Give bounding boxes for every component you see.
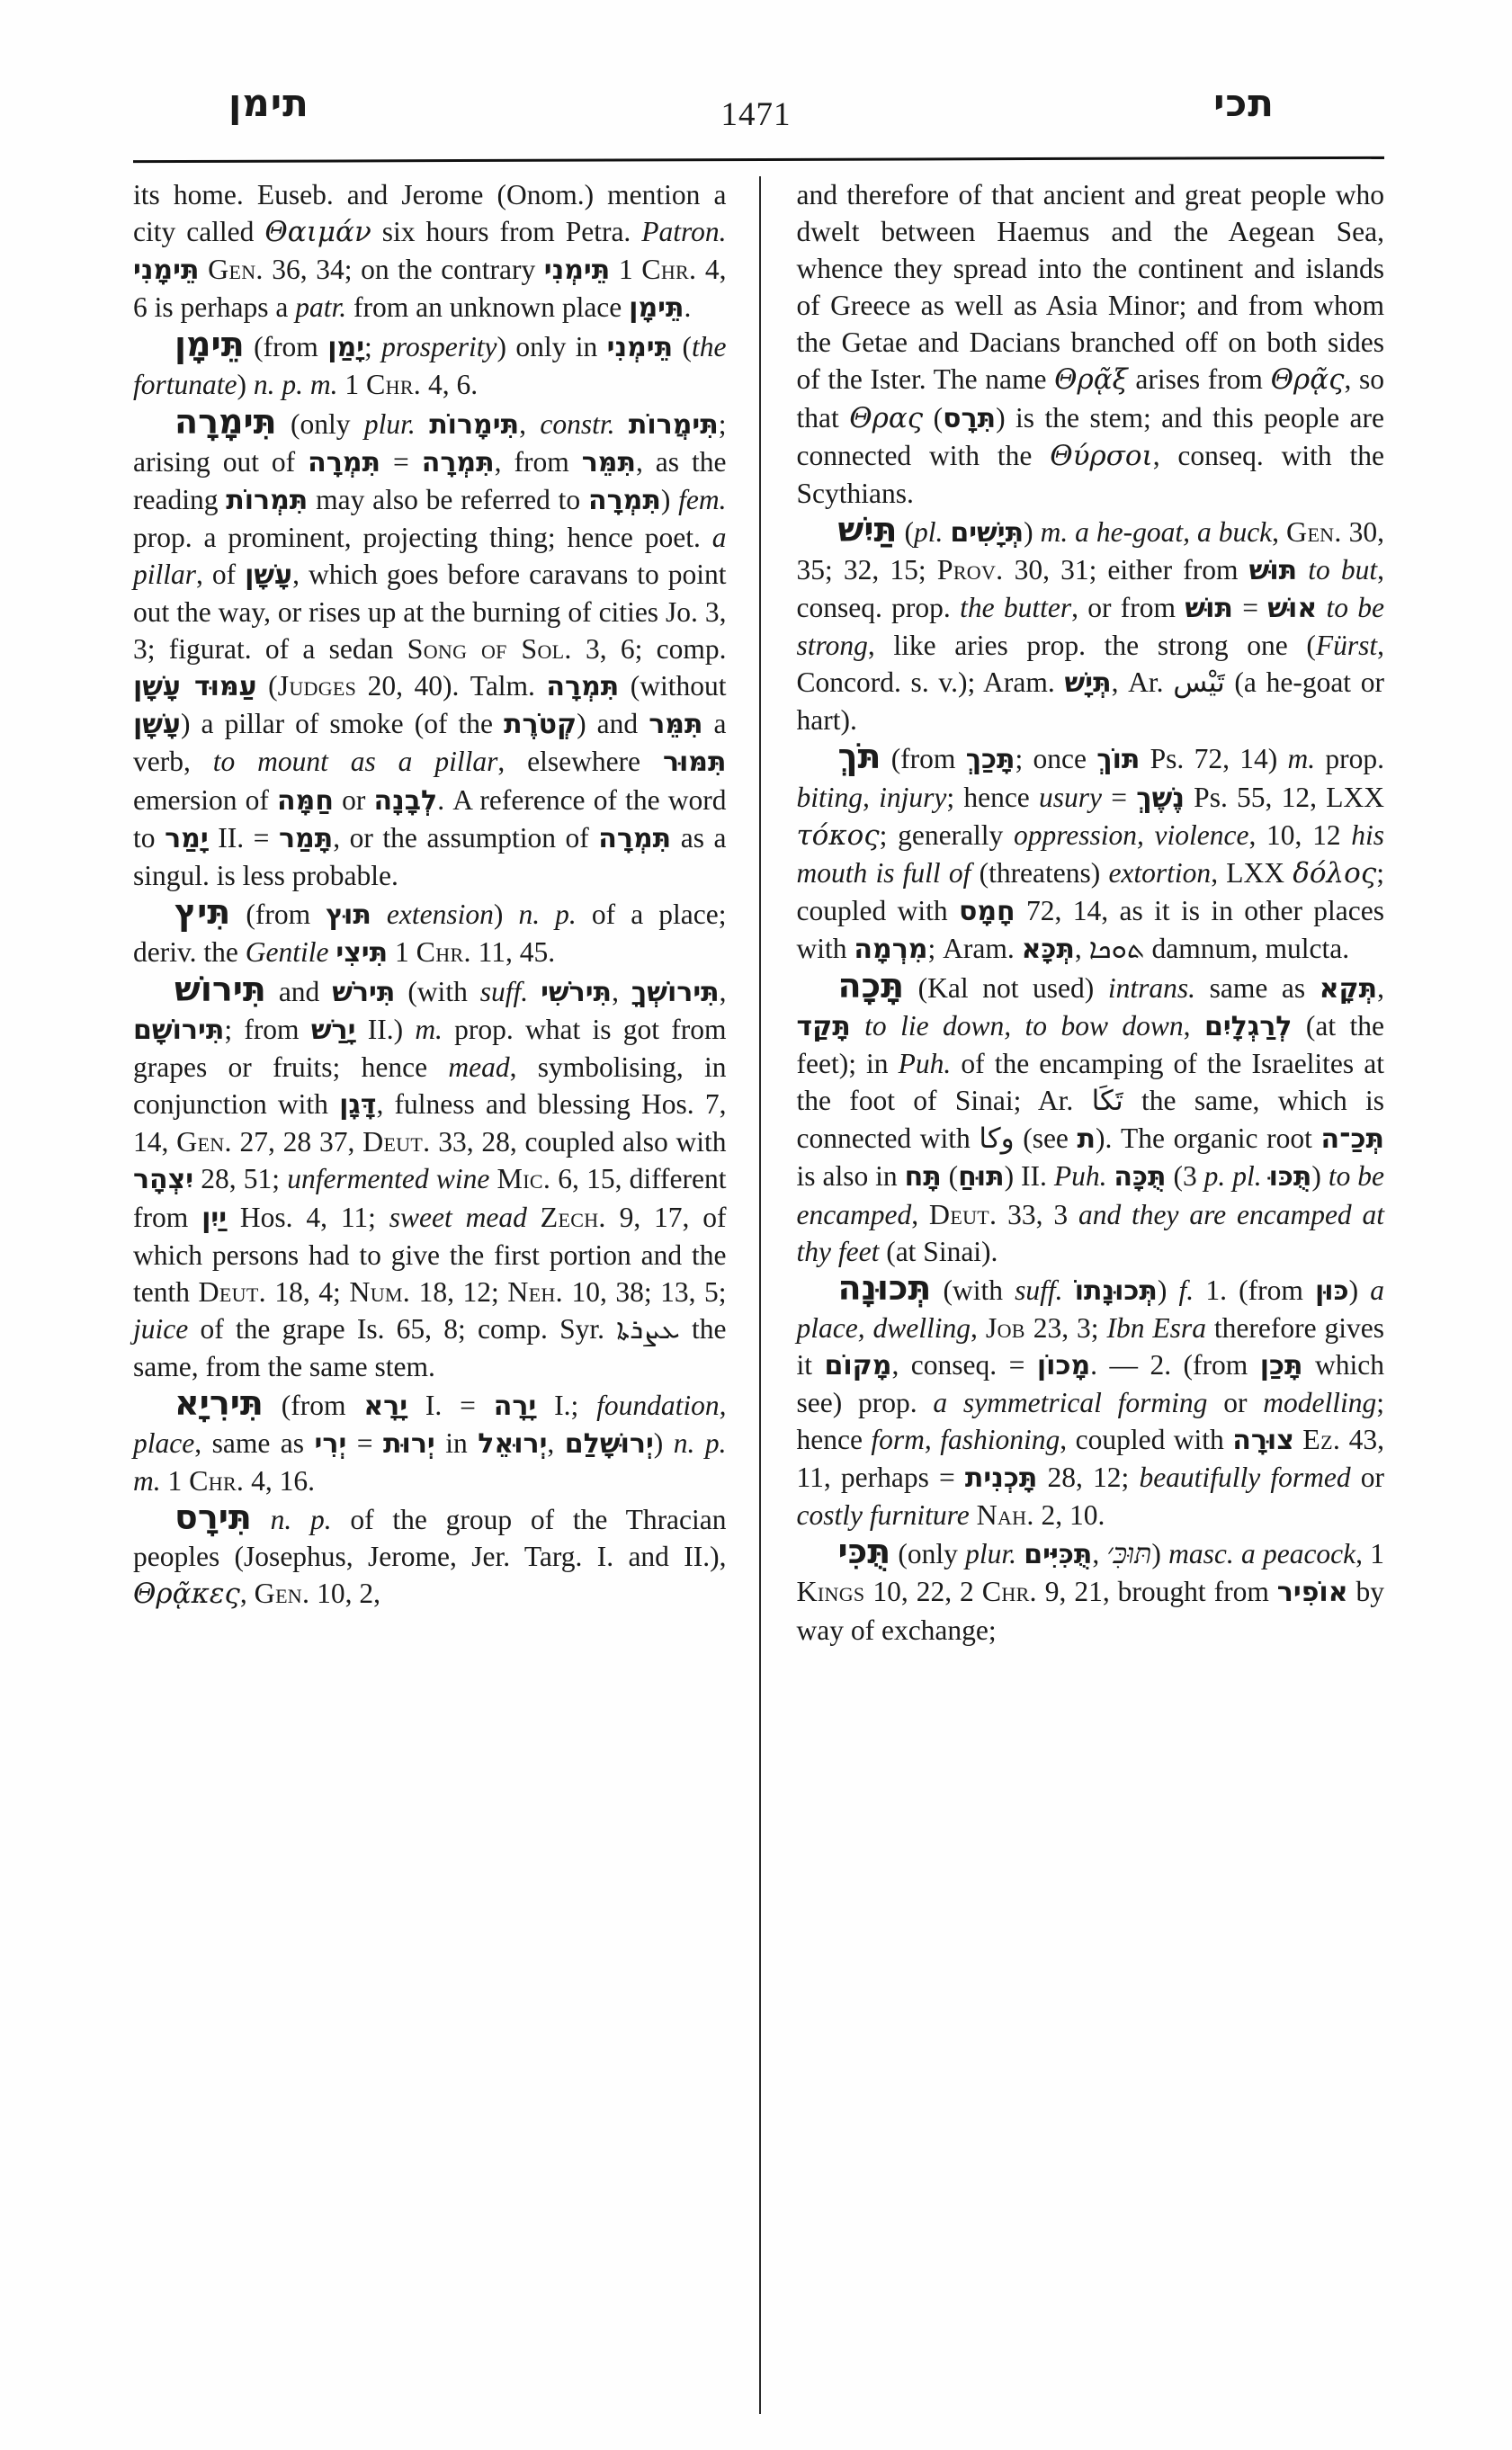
dictionary-entry: תִּימָרָה (only plur. תִּימָרוֹת, constr. תִּימֲרוֹת; arising out of תִּמְרָה = תִּמְרָה, from תִּמֵּר, as the reading תִּמְרוֹת may also be referred to תִּמְרָה) fem. prop. a prominent, projecting thing; hence poet. a pillar, of עָשָׁן, which goes before caravans to point out the way, or rises up at the burning of cities Jo. 3, 3; figurat. of a sedan Song of Sol. 3, 6; comp. עַמּוּד עָשָׁן (Judges 20, 40). Talm. תִּמְרָה (without עָשָׁן) a pillar of smoke (of the קְטֹרֶת) and תִּמֵּר a verb, to mount as a pillar, elsewhere תִּמּוּר emersion of חַמָּה or לְבָנָה. A reference of the word to יָמַר II. = תָּמַר, or the assumption of תִּמְרָה as a singul. is less probable. bbox=[133, 401, 727, 891]
greek-word: τόκος bbox=[796, 818, 880, 852]
italic-run: m. bbox=[415, 1014, 443, 1046]
italic-run: f. bbox=[1178, 1274, 1194, 1306]
reference-abbrev: Mic. bbox=[497, 1162, 551, 1195]
italic-run: m. bbox=[1287, 743, 1316, 775]
reference-abbrev: Chr. bbox=[981, 1575, 1037, 1608]
hebrew-word: תְּכוּנָתוֹ bbox=[1074, 1274, 1158, 1307]
hebrew-word: תּוּחַ bbox=[958, 1161, 1005, 1194]
italic-run: prosperity bbox=[381, 331, 497, 363]
right-column bbox=[759, 176, 1385, 2414]
hebrew-word: תִּירֹשׁ bbox=[332, 976, 396, 1008]
entry-headword: תְּכוּנָה bbox=[837, 1267, 932, 1308]
italic-run: plur. bbox=[363, 407, 416, 440]
italic-run: costly furniture bbox=[796, 1499, 970, 1532]
hebrew-word: תֵּימָנִי bbox=[133, 255, 200, 287]
arabic-word: تَكَا bbox=[1091, 1085, 1123, 1118]
hebrew-word: תִּמְרָה bbox=[587, 484, 661, 516]
hebrew-word: נֶשֶׁךְ bbox=[1136, 782, 1185, 814]
italic-run: the butter bbox=[960, 592, 1072, 624]
italic-run: to but bbox=[1308, 553, 1378, 586]
reference-abbrev: Kings bbox=[796, 1575, 865, 1608]
italic-run: form, fashioning bbox=[871, 1424, 1060, 1456]
hebrew-word: תֵּימְנִי bbox=[543, 255, 611, 287]
italic-run: pl. bbox=[913, 515, 944, 548]
hebrew-word: תְּכָּא bbox=[1021, 933, 1075, 965]
hebrew-word: יָרַשׁ bbox=[310, 1015, 356, 1047]
hebrew-word: יָרָא bbox=[363, 1390, 408, 1422]
reference-abbrev: Chr. bbox=[189, 1464, 245, 1498]
italic-run: n. p. bbox=[270, 1504, 332, 1536]
hebrew-word: יָמַן bbox=[327, 332, 365, 364]
italic-run: suff. bbox=[479, 975, 529, 1007]
entry-headword: תַּיִשׁ bbox=[837, 509, 898, 550]
dictionary-entry: תִּירוֹשׁ and תִּירֹשׁ (with suff. תִּירֹשִׁי, תִּירוֹשְׁךָ, תִּירוֹשָׁם; from יָרַשׁ II.) m. prop. what is got from grapes or fruits; hence mead, symbolising, in conjunction with דָּגָן, fulness and blessing Hos. 7, 14, Gen. 27, 28 37, Deut. 33, 28, coupled also with יִצְהָר 28, 51; unfermented wine Mic. 6, 15, different from יַיִן Hos. 4, 11; sweet mead Zech. 9, 17, of which persons had to give the first portion and the tenth Deut. 18, 4; Num. 18, 12; Neh. 10, 38; 13, 5; juice of the grape Is. 65, 8; comp. Syr. ܥܨܪܬܐ the same, from the same stem. bbox=[133, 969, 727, 1382]
entry-headword: תִּיץ bbox=[174, 891, 231, 932]
italic-run: constr. bbox=[540, 407, 615, 440]
italic-run: biting, injury bbox=[796, 781, 947, 813]
hebrew-word: מָכוֹן bbox=[1036, 1349, 1091, 1381]
hebrew-word: תִּמּוּר bbox=[662, 747, 727, 779]
hebrew-word: תָּכַךְ bbox=[965, 744, 1015, 776]
header-rule bbox=[133, 156, 1384, 163]
italic-run: Gentile bbox=[245, 935, 329, 968]
italic-run: m. a he-goat, a buck bbox=[1040, 515, 1273, 548]
reference-abbrev: Chr. bbox=[641, 253, 697, 286]
hebrew-word: תִּמְרָה bbox=[598, 822, 672, 854]
entry-headword: תֵּימָן bbox=[174, 325, 245, 365]
hebrew-word: תִּימֲרוֹת bbox=[628, 408, 719, 441]
dictionary-entry: תַּיִשׁ (pl. תְּיָשִׁים) m. a he-goat, a buck, Gen. 30, 35; 32, 15; Prov. 30, 31; either from תּוּשׁ to but, conseq. prop. the butter, or from תּוּשׁ = אוּשׁ to be strong, like aries prop. the strong one (Fürst, Concord. s. v.); Aram. תְּיָשׁ, Ar. تَيْس (a he-goat or hart). bbox=[796, 509, 1385, 737]
hebrew-word: יְרוּת bbox=[383, 1428, 435, 1461]
hebrew-word: תְּכַ־ה bbox=[1320, 1123, 1384, 1156]
reference-abbrev: Gen. bbox=[176, 1125, 232, 1158]
italic-run: a symmetrical forming bbox=[933, 1387, 1208, 1418]
reference-abbrev: Gen. bbox=[254, 1577, 310, 1610]
hebrew-word: תּוּץ bbox=[326, 899, 371, 931]
hebrew-word: מָקוֹם bbox=[824, 1349, 892, 1381]
italic-run: foundation, place bbox=[133, 1390, 727, 1460]
reference-abbrev: Gen. bbox=[208, 253, 264, 286]
reference-abbrev: Deut. bbox=[928, 1197, 998, 1230]
hebrew-word: תִּירוֹשָׁם bbox=[133, 1015, 225, 1047]
dictionary-entry: תִּירָס n. p. of the group of the Thracian peoples (Josephus, Jerome, Jer. Targ. I. and II.), Θρᾷκες, Gen. 10, 2, bbox=[133, 1498, 727, 1611]
hebrew-word: תֻּכּוּ bbox=[1268, 1161, 1312, 1194]
hebrew-word: אוּשׁ bbox=[1267, 593, 1318, 625]
hebrew-word: תֵּימָן bbox=[629, 292, 684, 325]
dictionary-entry: תֵּימָן (from יָמַן; prosperity) only in תֵּימְנִי (the fortunate) n. p. m. 1 Chr. 4, 6. bbox=[133, 325, 727, 401]
hebrew-word: חַמָּה bbox=[277, 784, 334, 817]
italic-run: n. p. m. bbox=[133, 1427, 727, 1498]
hebrew-word: תִּמְרָה bbox=[421, 446, 495, 478]
entry-headword: תִּירִיָא bbox=[174, 1383, 264, 1423]
syriac-word: ܬܘܟܐ bbox=[1088, 932, 1145, 965]
italic-run: to be strong bbox=[796, 592, 1385, 662]
entry-headword: תָּכָה bbox=[837, 965, 905, 1006]
reference-abbrev: Neh. bbox=[507, 1274, 563, 1308]
hebrew-word: יָרָה bbox=[493, 1390, 537, 1422]
entry-headword: תִּירָס bbox=[174, 1498, 252, 1538]
hebrew-word: תֻּכָּה bbox=[1114, 1161, 1167, 1194]
hebrew-word: יִצְהָר bbox=[133, 1164, 194, 1196]
hebrew-word: תָּכְנִית bbox=[964, 1462, 1038, 1495]
hebrew-word: תְּיָשׁ bbox=[1064, 667, 1112, 700]
reference-abbrev: Song of Sol. bbox=[407, 632, 572, 666]
greek-word: Θρᾷς bbox=[1270, 363, 1345, 397]
italic-run: Puh. bbox=[898, 1048, 952, 1080]
hebrew-word: עָשָׁן bbox=[133, 709, 181, 741]
running-head bbox=[133, 81, 1379, 153]
italic-run: his mouth is full of bbox=[796, 818, 1384, 889]
dictionary-entry: תְּכוּנָה (with suff. תְּכוּנָתוֹ) f. 1. (from כּוּן) a place, dwelling, Job 23, 3; Ibn Esra therefore gives it מָקוֹם, conseq. = מָכוֹן. — 2. (from תָּכַן which see) prop. a symmetrical forming or modelling; hence form, fashioning, coupled with צוּרָה Ez. 43, 11, perhaps = תָּכְנִית 28, 12; beautifully formed or costly furniture Nah. 2, 10. bbox=[796, 1267, 1385, 1532]
hebrew-word: תְּקָא bbox=[1319, 972, 1378, 1005]
hebrew-word: חָמָס bbox=[958, 895, 1015, 927]
dictionary-entry: תֻּכִּי (only plur. תֻּכִּיִּים, תּוּכִּ׳) masc. a peacock, 1 Kings 10, 22, 2 Chr. 9, 21, brought from אוֹפִיר by way of exchange; bbox=[796, 1532, 1385, 1646]
hebrew-word: מִרְמָה bbox=[854, 933, 928, 965]
hebrew-word: עָשָׁן bbox=[245, 559, 293, 591]
italic-run: n. p. m. bbox=[253, 369, 338, 401]
reference-abbrev: Prov. bbox=[936, 552, 1004, 586]
hebrew-word: תָּח bbox=[904, 1161, 942, 1194]
reference-abbrev: Chr. bbox=[366, 368, 422, 401]
italic-run: modelling bbox=[1263, 1387, 1377, 1418]
italic-run: beautifully formed bbox=[1139, 1462, 1351, 1494]
dictionary-entry: תִּיץ (from תּוּץ extension) n. p. of a place; deriv. the Gentile תִּיצִי 1 Chr. 11, 45. bbox=[133, 891, 727, 969]
italic-run: a pillar bbox=[133, 521, 727, 590]
hebrew-word: תִּמֵּר bbox=[581, 446, 636, 478]
hebrew-word: תֵּימְנִי bbox=[606, 332, 674, 364]
dictionary-entry: תֹּךְ (from תָּכַךְ; once תּוֹךְ Ps. 72, 14) m. prop. biting, injury; hence usury = נֶשֶׁךְ Ps. 55, 12, LXX τόκος; generally oppression, violence, 10, 12 his mouth is full of (threatens) extortion, LXX δόλος; coupled with חָמָס 72, 14, as it is in other places with מִרְמָה; Aram. תְּכָּא, ܬܘܟܐ damnum, mulcta. bbox=[796, 737, 1385, 965]
hebrew-word: יְרוּאֵל bbox=[478, 1428, 548, 1461]
hebrew-word: תִּמְרוֹת bbox=[226, 484, 309, 516]
hebrew-word: תִּירֹשִׁי bbox=[541, 976, 613, 1008]
dictionary-entry: תִּירִיָא (from יָרָא I. = יָרָה I.; foundation, place, same as יְרִי = יְרוּת in יְרוּאֵל, יְרוּשָׁלַם) n. p. m. 1 Chr. 4, 16. bbox=[133, 1383, 727, 1498]
italic-run: mead bbox=[448, 1051, 510, 1084]
hebrew-word: תִּמְרָה bbox=[546, 671, 620, 703]
italic-run: oppression, violence bbox=[1013, 818, 1249, 851]
reference-abbrev: Deut. bbox=[362, 1125, 431, 1158]
dictionary-entry: תָּכָה (Kal not used) intrans. same as תְּקָא, תָּקַד to lie down, to bow down, לְרַגְלָיִם (at the feet); in Puh. of the encamping of the Israelites at the foot of Sinai; Ar. تَكَا the same, which is connected with وكا (see ת). The organic root תְּכַ־ה is also in תָּח (תּוּחַ) II. Puh. תֻּכָּה (3 p. pl. תֻּכּוּ) to be encamped, Deut. 33, 3 and they are encamped at thy feet (at Sinai). bbox=[796, 965, 1385, 1267]
italic-run: Ibn Esra bbox=[1106, 1311, 1206, 1344]
running-head-right-hebrew: תכי bbox=[1213, 81, 1275, 125]
italic-run: unfermented wine bbox=[287, 1163, 490, 1195]
entry-headword: תֹּךְ bbox=[837, 737, 881, 777]
italic-run: תּוּכִּ׳ bbox=[1106, 1538, 1152, 1570]
reference-abbrev: Num. bbox=[349, 1274, 411, 1308]
hebrew-word: אוֹפִיר bbox=[1276, 1577, 1348, 1609]
left-column bbox=[133, 176, 759, 2414]
greek-word: Θαιμάν bbox=[264, 216, 371, 249]
hebrew-word: תּוּשׁ bbox=[1248, 554, 1298, 586]
italic-run: to mount as a pillar bbox=[212, 746, 498, 778]
paragraph-continuation: and therefore of that ancient and great people who dwelt between Haemus and the Aegean Sea, whence they spread into the continent and islands of Greece as well as Asia Minor; and from whom the Getae and Dacians branched off on both sides of the Ister. The name Θρᾷξ arises from Θρᾷς, so that Θρας (תִּרָס) is the stem; and this people are connected with the Θύρσοι, conseq. with the Scythians. bbox=[796, 179, 1385, 509]
hebrew-word: תִּימָרוֹת bbox=[429, 408, 520, 441]
arabic-word: وكا bbox=[979, 1122, 1015, 1156]
italic-run: usury bbox=[1039, 781, 1103, 813]
italic-run: extortion bbox=[1108, 856, 1212, 889]
greek-word: Θρᾷκες bbox=[133, 1578, 240, 1611]
entry-headword: תִּירוֹשׁ bbox=[174, 969, 266, 1009]
italic-run: n. p. bbox=[518, 898, 577, 930]
hebrew-word: דָּגָן bbox=[339, 1089, 377, 1122]
hebrew-word: כּוּן bbox=[1315, 1274, 1349, 1307]
italic-run: extension bbox=[386, 898, 494, 930]
italic-run: Fürst bbox=[1315, 630, 1378, 662]
body-columns bbox=[133, 176, 1384, 2414]
italic-run: suff. bbox=[1015, 1274, 1063, 1306]
hebrew-word: תִּרָס bbox=[943, 402, 997, 434]
entry-headword: תֻּכִּי bbox=[837, 1532, 891, 1572]
hebrew-word: תְּיָשִׁים bbox=[950, 516, 1024, 549]
reference-abbrev: Ez. bbox=[1302, 1423, 1341, 1456]
reference-abbrev: Judges bbox=[277, 669, 357, 702]
hebrew-word: יַיִן bbox=[201, 1202, 228, 1234]
italic-run: juice bbox=[133, 1312, 189, 1345]
hebrew-word: תּוֹךְ bbox=[1096, 744, 1141, 776]
hebrew-word: תִּיצִי bbox=[336, 936, 389, 969]
italic-run: plur. bbox=[965, 1538, 1017, 1570]
hebrew-word: צוּרָה bbox=[1232, 1425, 1294, 1457]
reference-abbrev: Gen. bbox=[1286, 514, 1342, 548]
hebrew-word: תִּמְרָה bbox=[308, 446, 381, 478]
hebrew-word: קְטֹרֶת bbox=[504, 709, 577, 741]
greek-word: δόλος bbox=[1293, 856, 1377, 890]
syriac-word: ܥܨܪܬܐ bbox=[616, 1312, 680, 1346]
arabic-word: تَيْس bbox=[1173, 666, 1225, 700]
greek-word: Θύρσοι bbox=[1050, 439, 1153, 472]
italic-run: the fortunate bbox=[133, 331, 727, 401]
hebrew-word: תּוּשׁ bbox=[1185, 593, 1233, 625]
entry-headword: תִּימָרָה bbox=[174, 401, 277, 442]
italic-run: and they are encamped at thy feet bbox=[796, 1198, 1385, 1267]
italic-run: masc. a peacock bbox=[1168, 1538, 1356, 1570]
italic-run: to be encamped bbox=[796, 1160, 1384, 1230]
running-head-left-hebrew: תימן bbox=[228, 81, 309, 125]
reference-abbrev: Zech. bbox=[540, 1200, 606, 1233]
greek-word: Θρας bbox=[849, 401, 924, 434]
hebrew-word: תֻּכִּיִּים bbox=[1024, 1539, 1093, 1571]
reference-abbrev: Chr. bbox=[416, 934, 471, 968]
paragraph-continuation: its home. Euseb. and Jerome (Onom.) mention a city called Θαιμάν six hours from Petra. Patron. תֵּימָנִי Gen. 36, 34; on the contrary תֵּימְנִי 1 Chr. 4, 6 is perhaps a patr. from an unknown place תֵּימָן. bbox=[133, 179, 727, 325]
italic-run: to lie down, to bow down bbox=[864, 1010, 1184, 1042]
reference-abbrev: Deut. bbox=[198, 1274, 266, 1308]
italic-run: intrans. bbox=[1107, 971, 1195, 1004]
greek-word: Θρᾷξ bbox=[1054, 363, 1128, 397]
hebrew-word: יְרִי bbox=[314, 1428, 347, 1461]
hebrew-word: לְבָנָה bbox=[373, 784, 438, 817]
italic-run: fem. bbox=[678, 483, 727, 515]
hebrew-word: יָמַר bbox=[165, 822, 209, 854]
italic-run: p. pl. bbox=[1203, 1160, 1262, 1193]
page-number: 1471 bbox=[720, 96, 792, 133]
italic-run: a place, dwelling bbox=[796, 1274, 1384, 1344]
italic-run: sweet mead bbox=[389, 1201, 527, 1233]
hebrew-word: יְרוּשָׁלַם bbox=[564, 1428, 654, 1461]
reference-abbrev: Nah. bbox=[976, 1498, 1034, 1532]
reference-abbrev: Job bbox=[985, 1310, 1025, 1344]
italic-run: Puh. bbox=[1053, 1160, 1107, 1193]
hebrew-word: תִּמֵּר bbox=[649, 709, 703, 741]
hebrew-word: תָּקַד bbox=[796, 1011, 851, 1043]
hebrew-word: תִּירוֹשְׁךָ bbox=[631, 976, 720, 1008]
italic-run: patr. bbox=[295, 291, 347, 324]
hebrew-word: תָּכַן bbox=[1259, 1349, 1303, 1381]
hebrew-word: לְרַגְלָיִם bbox=[1203, 1011, 1293, 1043]
hebrew-word: ת bbox=[1077, 1123, 1096, 1156]
hebrew-word: תָּמַר bbox=[278, 822, 334, 854]
hebrew-word: עַמּוּד עָשָׁן bbox=[133, 671, 257, 703]
italic-run: Patron. bbox=[641, 216, 727, 248]
